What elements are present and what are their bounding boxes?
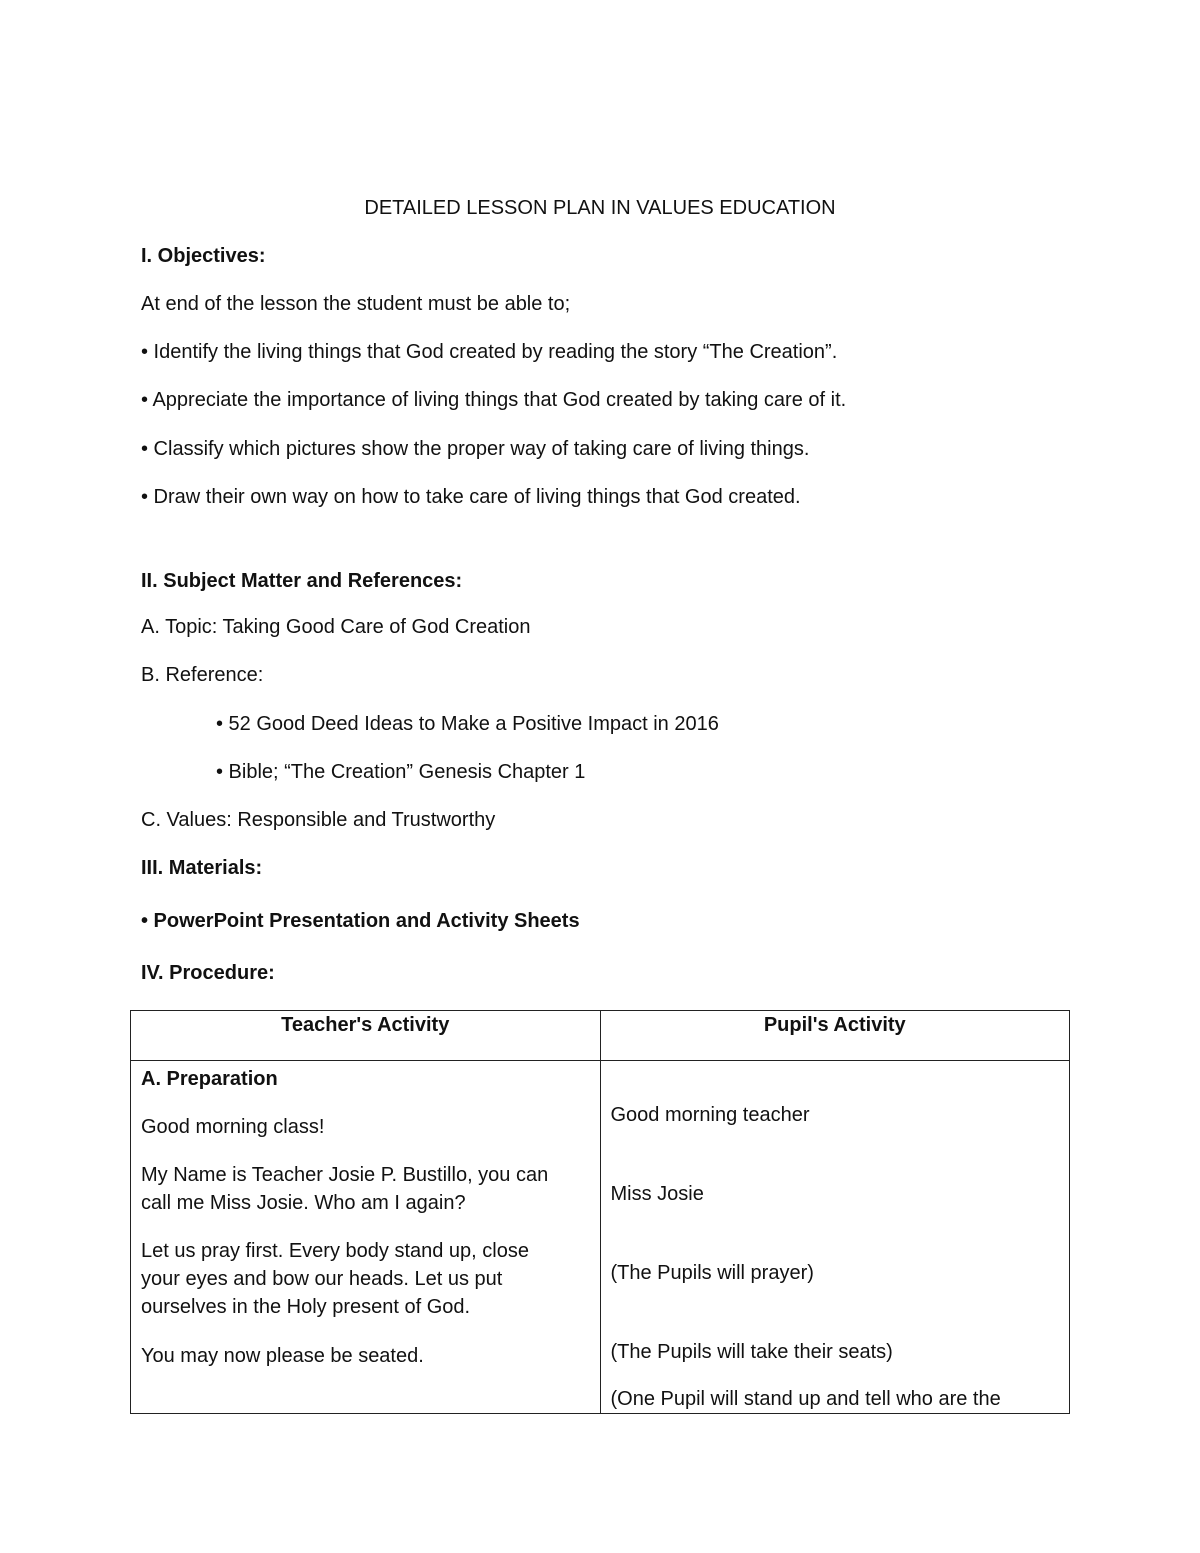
subject-heading: II. Subject Matter and References: [141, 570, 463, 592]
reference-item: • 52 Good Deed Ideas to Make a Positive Impact in 2016 [216, 713, 719, 735]
objective-item: • Classify which pictures show the proper way of taking care of living things. [141, 438, 810, 460]
table-header-row [131, 1011, 1070, 1061]
materials-item: • PowerPoint Presentation and Activity Sheets [141, 910, 580, 932]
teacher-line: Let us pray first. Every body stand up, close [141, 1240, 529, 1262]
pupil-line: (The Pupils will take their seats) [610, 1341, 893, 1363]
teacher-activity-cell [131, 1061, 601, 1414]
procedure-heading: IV. Procedure: [141, 962, 275, 984]
teacher-line: You may now please be seated. [141, 1345, 424, 1367]
section-heading-preparation: A. Preparation [141, 1068, 278, 1090]
teacher-line: ourselves in the Holy present of God. [141, 1296, 471, 1318]
objective-item: • Draw their own way on how to take care of living things that God created. [141, 486, 801, 508]
objectives-heading: I. Objectives: [141, 245, 266, 267]
procedure-table [130, 1010, 1070, 1414]
column-header-teacher: Teacher's Activity [131, 1011, 601, 1061]
objective-item: • Identify the living things that God created by reading the story “The Creation”. [141, 341, 838, 363]
reference-item: • Bible; “The Creation” Genesis Chapter 1 [216, 761, 586, 783]
table-row [131, 1061, 1070, 1414]
teacher-line: your eyes and bow our heads. Let us put [141, 1268, 503, 1290]
subject-values: C. Values: Responsible and Trustworthy [141, 809, 496, 831]
document-title: DETAILED LESSON PLAN IN VALUES EDUCATION [364, 197, 836, 219]
objective-item: • Appreciate the importance of living things that God created by taking care of it. [141, 389, 847, 411]
subject-topic: A. Topic: Taking Good Care of God Creation [141, 616, 531, 638]
materials-heading: III. Materials: [141, 857, 263, 879]
pupil-line: Miss Josie [610, 1183, 704, 1205]
teacher-line: My Name is Teacher Josie P. Bustillo, you can [141, 1164, 549, 1186]
pupil-line: (One Pupil will stand up and tell who are the [610, 1388, 1001, 1410]
objectives-intro: At end of the lesson the student must be able to; [141, 293, 571, 315]
teacher-line: call me Miss Josie. Who am I again? [141, 1192, 466, 1214]
pupil-line: Good morning teacher [610, 1104, 810, 1126]
teacher-line: Good morning class! [141, 1116, 325, 1138]
column-header-pupil: Pupil's Activity [600, 1011, 1070, 1061]
pupil-line: (The Pupils will prayer) [610, 1262, 814, 1284]
pupil-activity-cell [600, 1061, 1070, 1414]
reference-label: B. Reference: [141, 664, 264, 686]
